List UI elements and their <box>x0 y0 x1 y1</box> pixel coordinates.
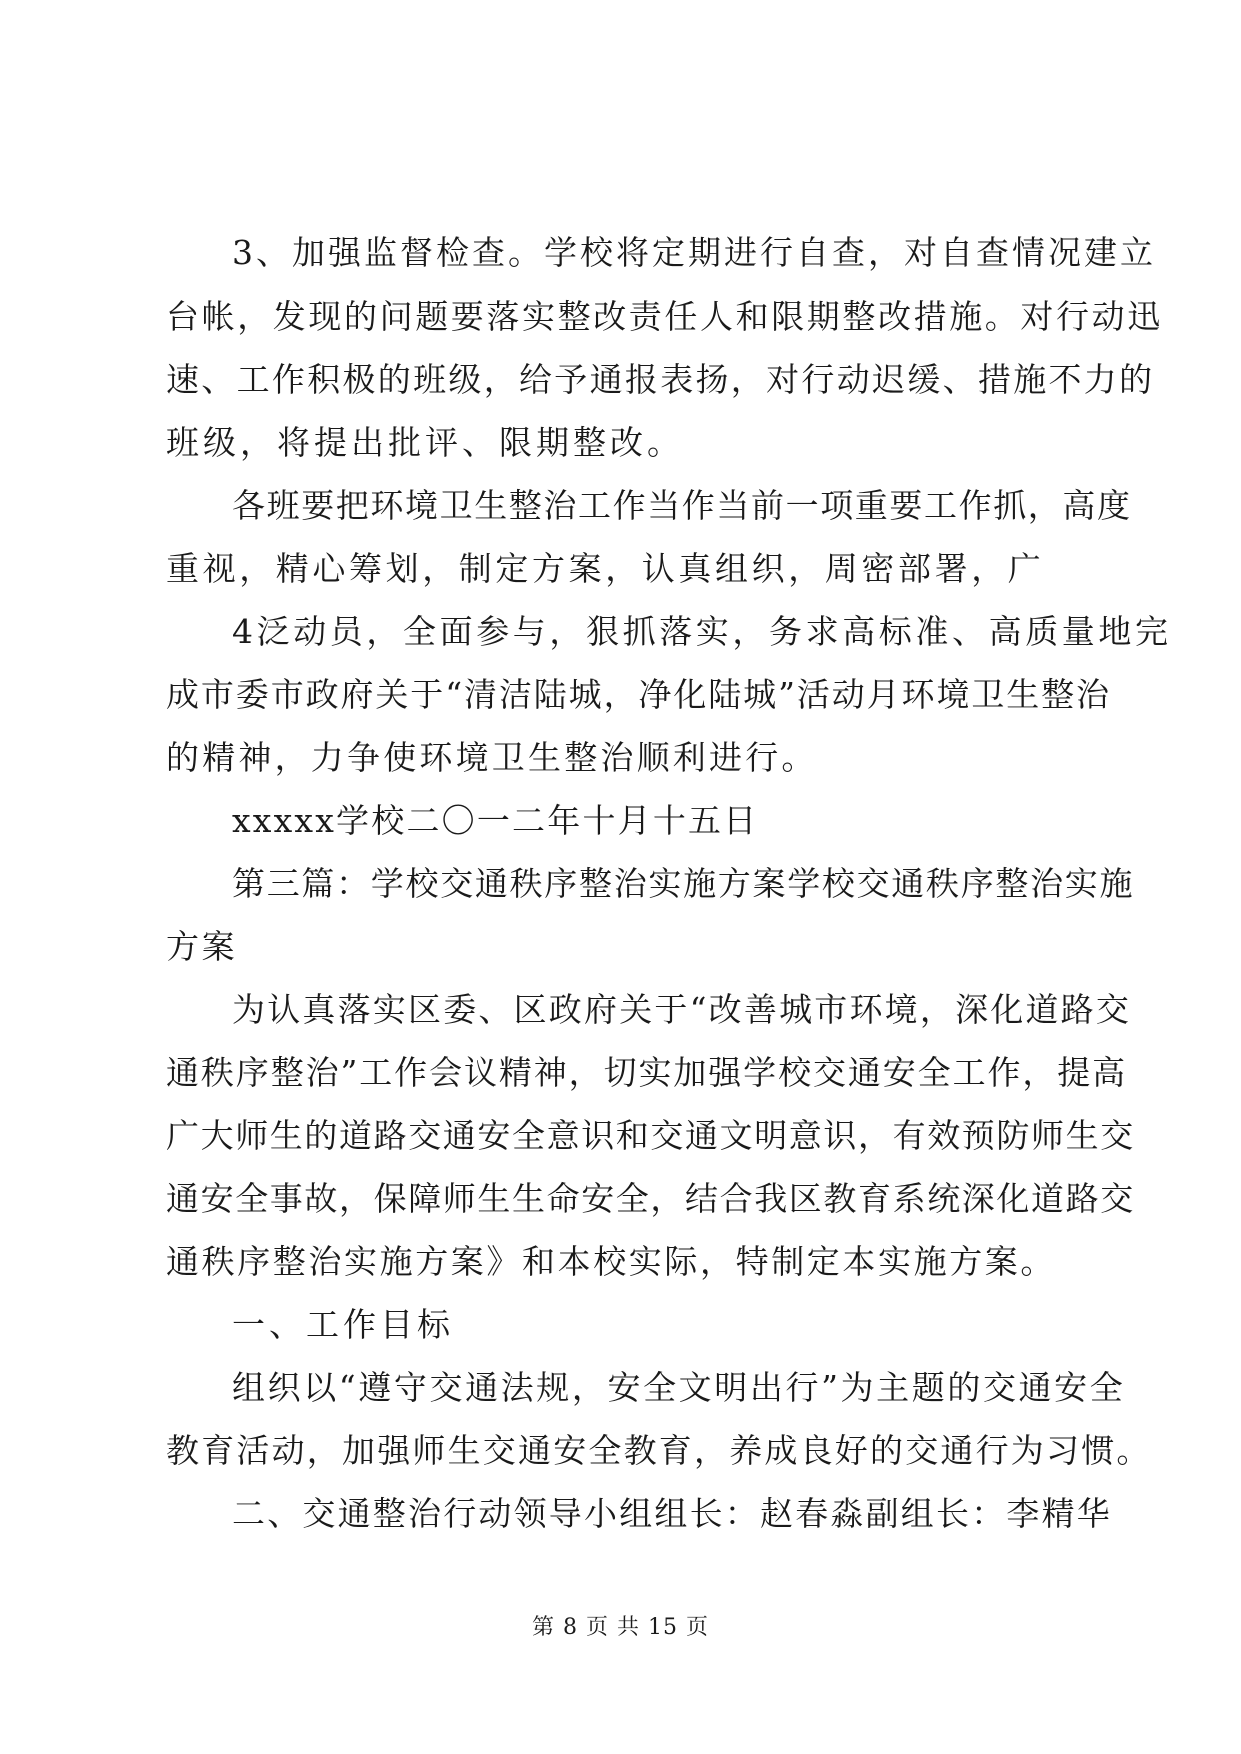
section-heading: 第三篇：学校交通秩序整治实施方案学校交通秩序整治实施 <box>232 864 1135 903</box>
page-number-footer: 第 8 页 共 15 页 <box>532 1615 709 1640</box>
text-line: 各班要把环境卫生整治工作当作当前一项重要工作抓，高度 <box>232 486 1132 525</box>
text-line: 教育活动，加强师生交通安全教育，养成良好的交通行为习惯。 <box>166 1431 1152 1470</box>
text-line: 班级，将提出批评、限期整改。 <box>166 423 684 462</box>
text-line: 广大师生的道路交通安全意识和交通文明意识，有效预防师生交 <box>166 1116 1135 1155</box>
signature-date-line: xxxxx学校二〇一二年十月十五日 <box>232 801 759 840</box>
subsection-heading: 一、工作目标 <box>232 1305 454 1344</box>
section-heading-continued: 方案 <box>166 927 238 966</box>
text-line: 成市委市政府关于“清洁陆城，净化陆城”活动月环境卫生整治 <box>166 675 1111 714</box>
text-line: 为认真落实区委、区政府关于“改善城市环境，深化道路交 <box>232 990 1132 1029</box>
text-line: 通秩序整治实施方案》和本校实际，特制定本实施方案。 <box>166 1242 1056 1281</box>
text-line: 重视，精心筹划，制定方案，认真组织，周密部署，广 <box>166 549 1045 588</box>
subsection-heading: 二、交通整治行动领导小组组长：赵春淼副组长：李精华 <box>232 1494 1112 1533</box>
text-line: 通秩序整治”工作会议精神，切实加强学校交通安全工作，提高 <box>166 1053 1128 1092</box>
text-line: 3、加强监督检查。学校将定期进行自查，对自查情况建立 <box>232 233 1156 272</box>
text-line: 台帐，发现的问题要落实整改责任人和限期整改措施。对行动迅 <box>166 297 1163 336</box>
text-line: 的精神，力争使环境卫生整治顺利进行。 <box>166 738 818 777</box>
text-line: 4泛动员，全面参与，狠抓落实，务求高标准、高质量地完 <box>232 612 1172 651</box>
text-line: 速、工作积极的班级，给予通报表扬，对行动迟缓、措施不力的 <box>166 360 1155 399</box>
text-line: 组织以“遵守交通法规，安全文明出行”为主题的交通安全 <box>232 1368 1126 1407</box>
text-line: 通安全事故，保障师生生命安全，结合我区教育系统深化道路交 <box>166 1179 1135 1218</box>
